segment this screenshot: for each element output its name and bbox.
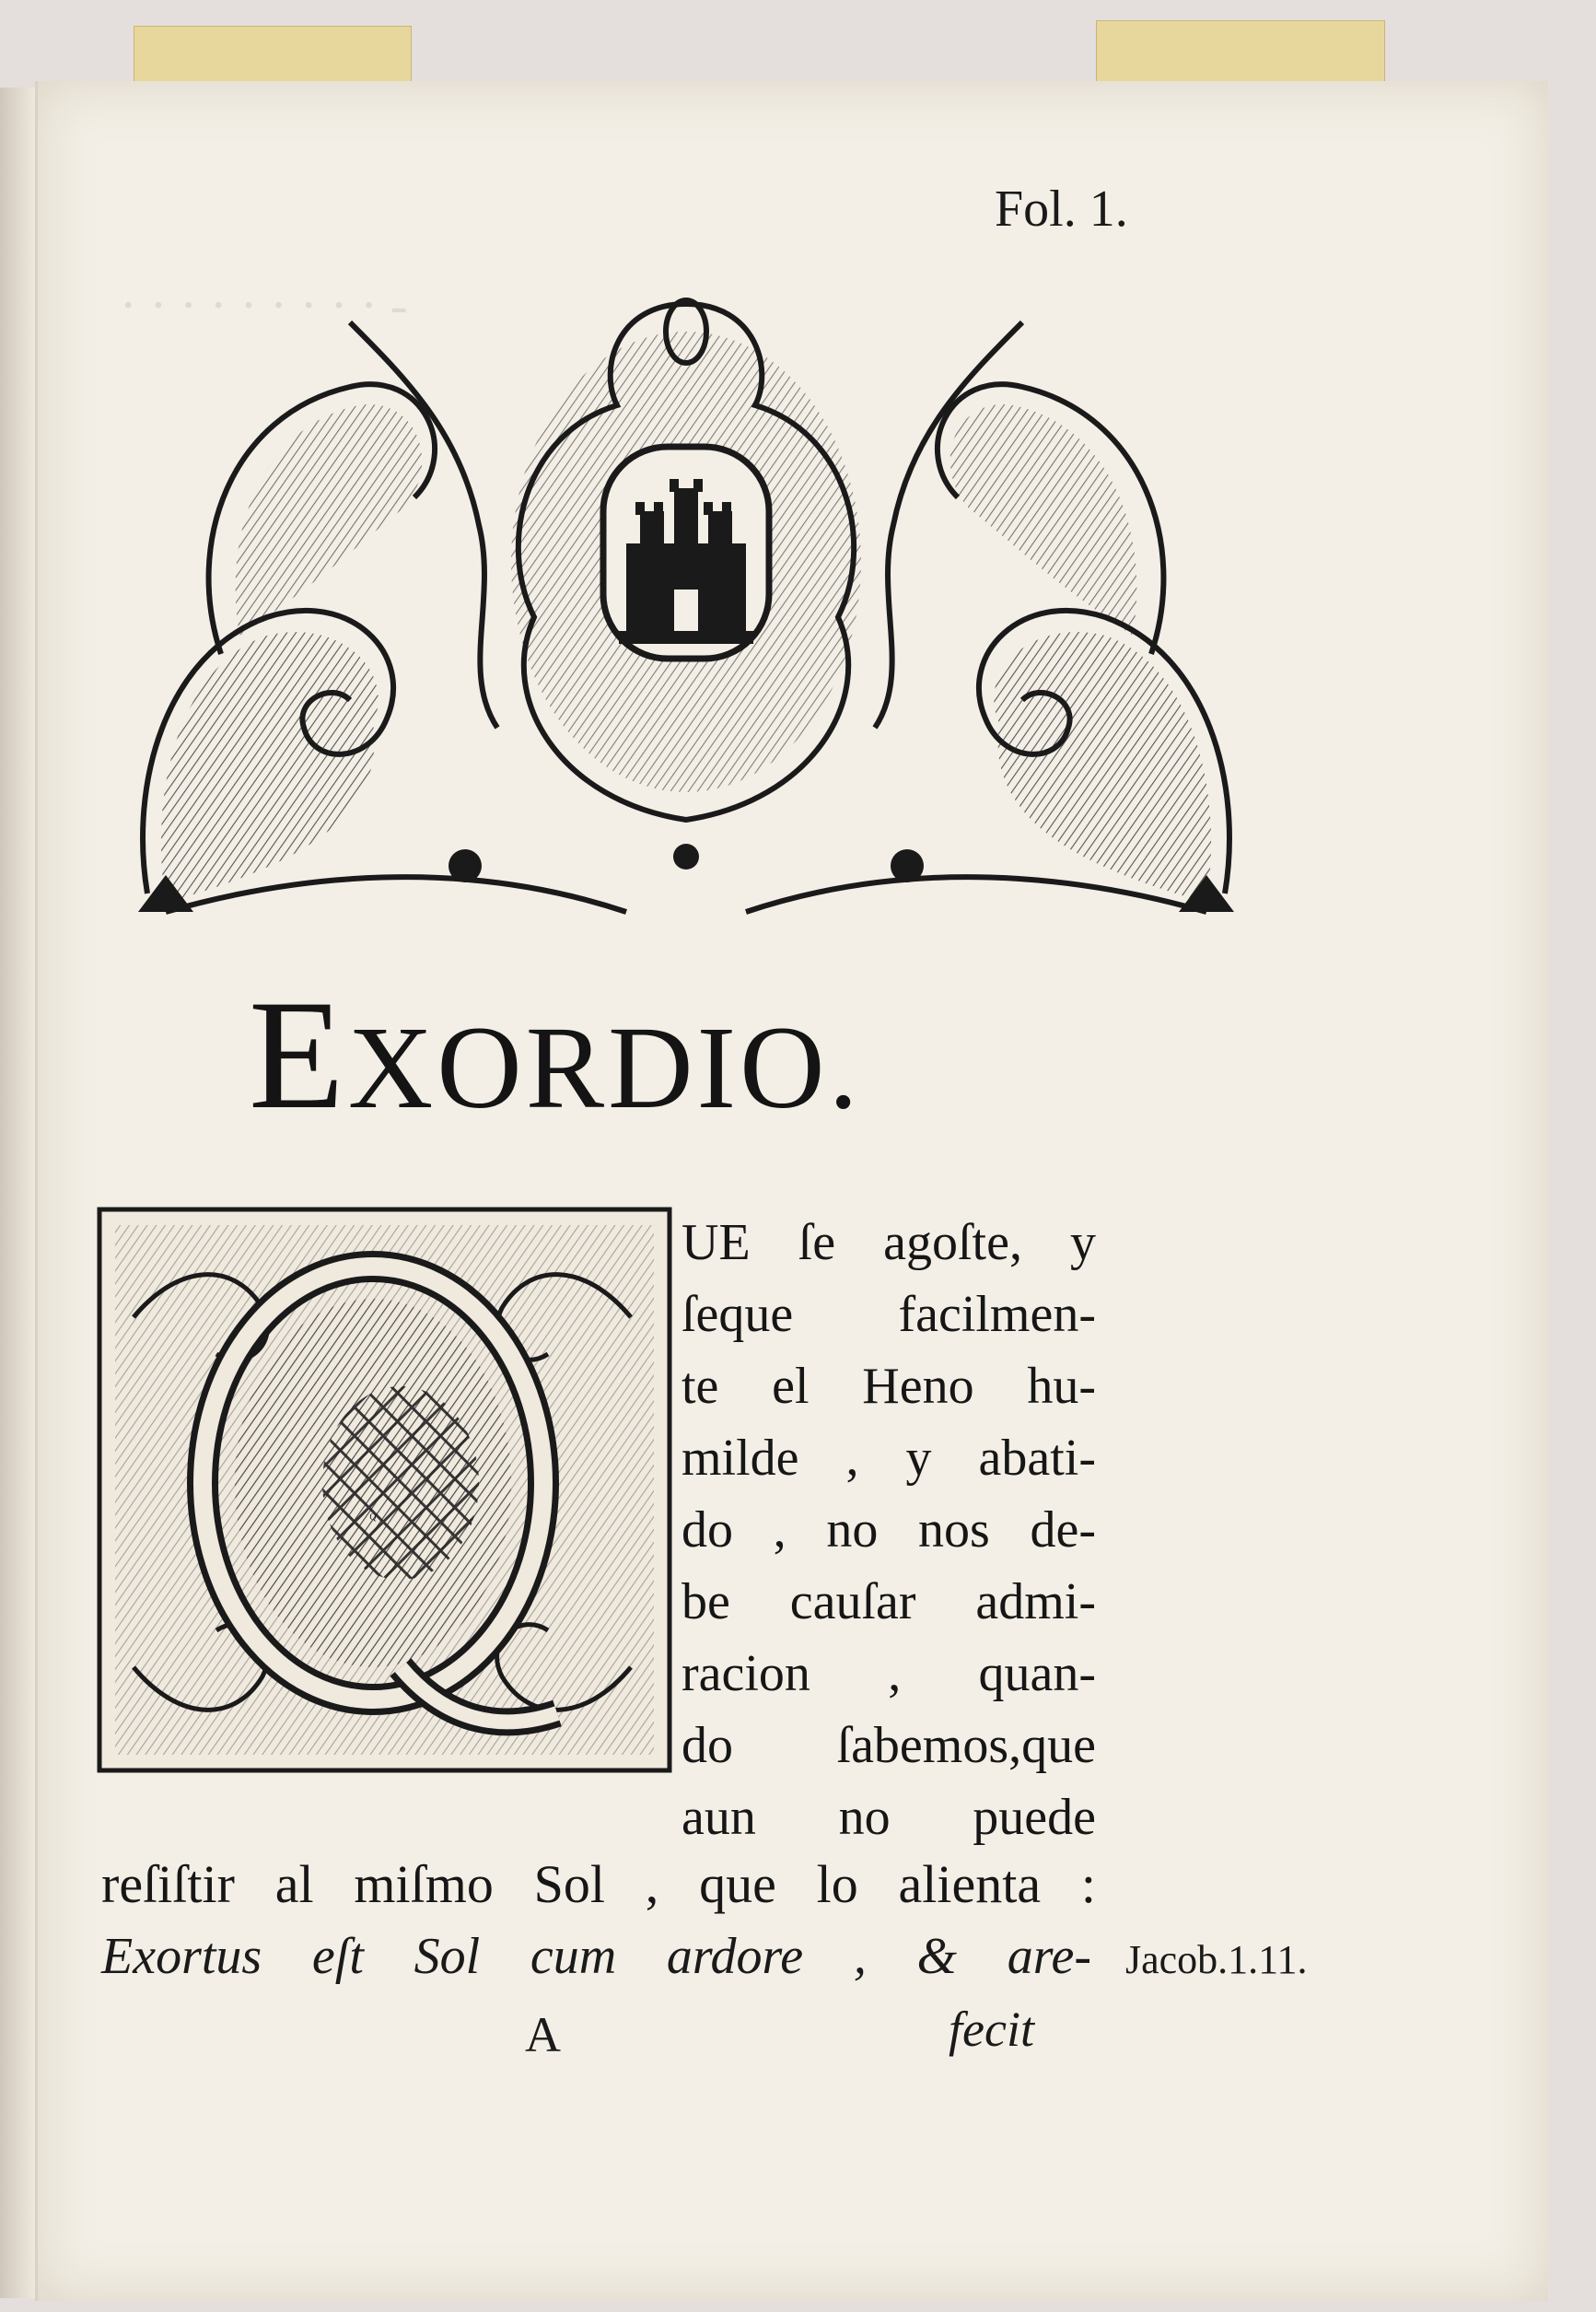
text-line: UE ſe agoſte, y xyxy=(682,1214,1096,1271)
text-line-full: reſiſtir al miſmo Sol , que lo alienta : xyxy=(101,1854,1096,1914)
column-text xyxy=(682,1207,1096,1853)
book-spine-edge xyxy=(0,88,37,2298)
ornamental-headpiece xyxy=(111,267,1262,949)
text-line: ſeque facilmen- xyxy=(682,1286,1096,1343)
title-rest: XORDIO. xyxy=(347,1002,862,1133)
bleed-through-text: - · · · · · · · · · xyxy=(120,277,408,334)
decorated-initial-q xyxy=(97,1207,672,1773)
text-line: aun no puede xyxy=(682,1789,1096,1846)
text-line: do ſabemos,que xyxy=(682,1717,1096,1774)
folio-number: Fol. 1. xyxy=(995,181,1128,238)
text-line: be cauſar admi- xyxy=(682,1573,1096,1630)
section-title xyxy=(249,968,862,1141)
catchword: fecit xyxy=(949,2002,1034,2057)
text-line: racion , quan- xyxy=(682,1645,1096,1702)
text-line: te el Heno hu- xyxy=(682,1358,1096,1415)
initial-letter: Q xyxy=(369,1512,377,1523)
paper-tab-right xyxy=(1096,20,1385,88)
text-line: do , no nos de- xyxy=(682,1501,1096,1559)
latin-quotation: Exortus eſt Sol cum ardore , & are- xyxy=(101,1928,1091,1985)
text-line: milde , y abati- xyxy=(682,1430,1096,1487)
title-initial: E xyxy=(249,968,348,1141)
signature-mark: A xyxy=(525,2007,561,2062)
margin-citation: Jacob.1.11. xyxy=(1125,1937,1308,1982)
